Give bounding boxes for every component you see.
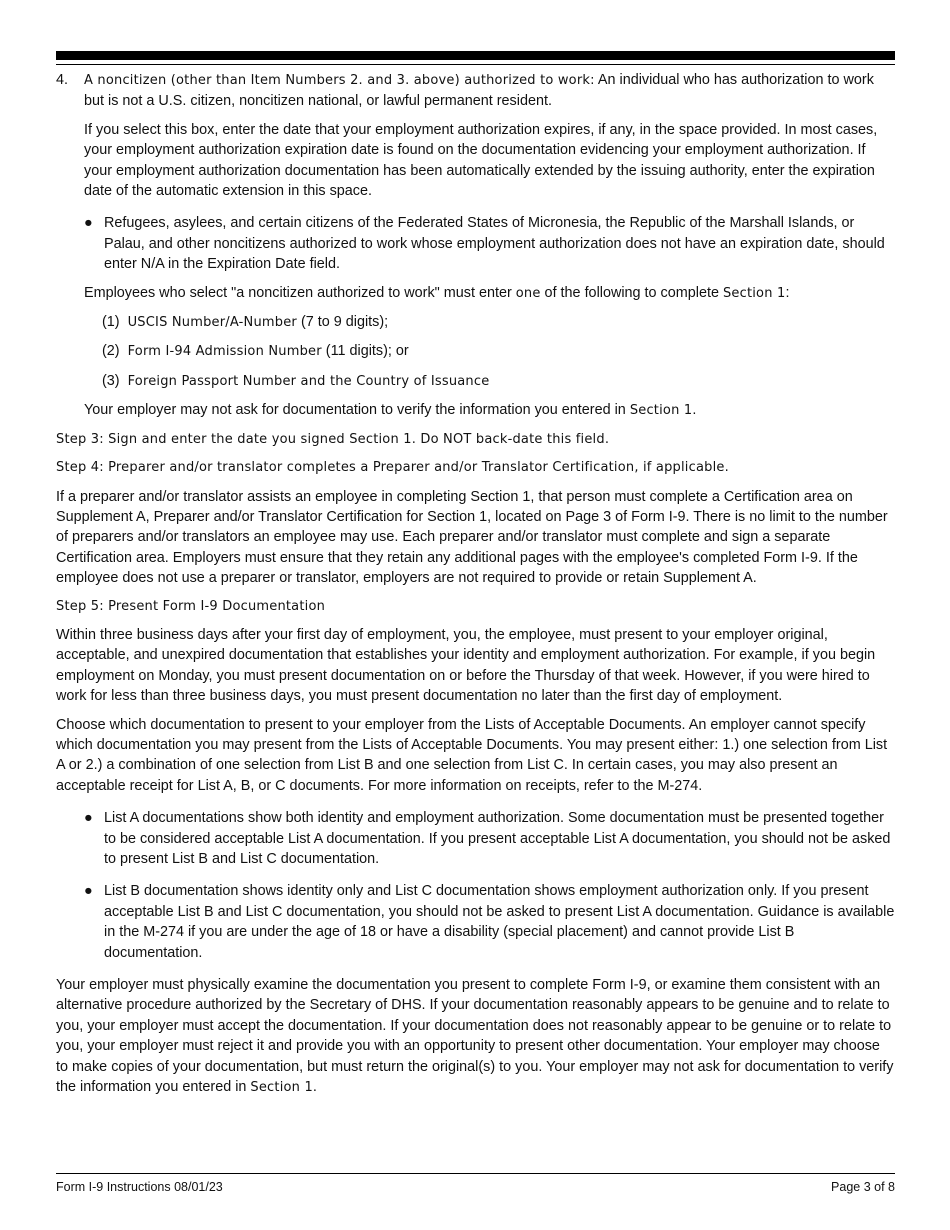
item-4 xyxy=(56,70,895,112)
item-4-label: A noncitizen (other than Item Numbers 2. and 3. above) authorized to work: xyxy=(84,73,595,88)
option-1-number: (1) xyxy=(102,314,120,331)
item-4-number: 4. xyxy=(56,72,69,88)
bullet-refugees xyxy=(56,213,895,274)
option-3 xyxy=(56,371,895,392)
header-thick-rule xyxy=(56,51,895,60)
footer-rule xyxy=(56,1173,895,1174)
employees-select-paragraph xyxy=(56,283,895,304)
bullet-list-b xyxy=(56,881,895,963)
bullet-list-a-text: List A documentations show both identity and employment authorization. Some documentation must be presented together to be considered acceptable List A documentation. If you present acceptable List A documentation, you should not be asked to present List B and List C documentation. xyxy=(104,810,891,867)
bullet-icon: ● xyxy=(84,883,93,900)
bullet-list-b-text: List B documentation shows identity only and List C documentation shows employment authorization only. If you present acceptable List B and List C documentation, you should not be asked to present List A documentation. Guidance is available in the M-274 if you are under the age of 18 or have a disability (special placement) and cannot provide List B documentation. xyxy=(104,883,895,961)
option-3-number: (3) xyxy=(102,372,120,389)
footer-page-number: Page 3 of 8 xyxy=(831,1180,895,1194)
expiration-paragraph: If you select this box, enter the date that your employment authorization expires, if any, in the space provided. In most cases, your employment authorization expiration date is found on the documentation evidencing your employment authorization. If your employment authorization documentation has been automatically extended by the issuing authority, enter the expiration date of the automatic extension in this space. xyxy=(84,121,878,200)
employees-select-post: : xyxy=(785,284,790,301)
item-4-text: An individual who has authorization to work but is not a U.S. citizen, noncitizen national, or lawful permanent resident. xyxy=(84,72,874,110)
choose-documentation-paragraph: Choose which documentation to present to your employer from the Lists of Acceptable Documents. An employer cannot specify which documentation you may present from the Lists of Acceptable Documents. You may present either: 1.) one selection from List A or 2.) a combination of one selection from List B and one selection from List C. In certain cases, you may also present an acceptable receipt for List A, B, or C documents. For more information on receipts, refer to the M-274. xyxy=(56,716,888,794)
bullet-icon: ● xyxy=(84,215,93,232)
within-three-days-paragraph: Within three business days after your first day of employment, you, the employee, must present to your employer original, acceptable, and unexpired documentation that establishes your identity and employment authorization. For example, if you begin employment on Monday, you must present documentation on or before the Thursday of that week. However, if you were hired to work for less than three business days, you must present documentation no later than the first day of employment. xyxy=(56,626,876,705)
option-2 xyxy=(56,341,895,362)
header-thin-rule xyxy=(56,64,895,65)
examine-paragraph-post: . xyxy=(312,1079,317,1096)
option-1-label: USCIS Number/A-Number xyxy=(127,315,297,331)
footer-form-id: Form I-9 Instructions 08/01/23 xyxy=(56,1180,223,1194)
document-page xyxy=(56,0,895,1230)
option-2-number: (2) xyxy=(102,343,120,360)
bullet-refugees-text: Refugees, asylees, and certain citizens of the Federated States of Micronesia, the Republic of the Marshall Islands, or Palau, and other noncitizens authorized to work whose employment authorization does not have an expiration date, should enter N/A in the Expiration Date field. xyxy=(104,215,885,273)
examine-paragraph-section: Section 1 xyxy=(250,1080,313,1096)
employer-no-ask-paragraph xyxy=(56,400,895,421)
employees-select-section: Section 1 xyxy=(722,285,786,301)
option-1 xyxy=(56,312,895,333)
employees-select-mid: of the following to complete xyxy=(540,284,723,301)
preparer-paragraph: If a preparer and/or translator assists an employee in completing Section 1, that person must complete a Certification area on Supplement A, Preparer and/or Translator Certification for Section 1, located on Page 3 of Form I-9. There is no limit to the number of preparers and/or translators an employee may use. Each preparer and/or translator must complete and sign a separate Certification area. Employers must ensure that they retain any additional pages with the employee's completed Form I-9. If the employee does not use a preparer or translator, employers are not required to provide or retain Supplement A. xyxy=(56,488,888,587)
employer-no-ask-section: Section 1 xyxy=(629,403,693,419)
examine-paragraph-text: Your employer must physically examine the documentation you present to complete Form I-9, or examine them consistent with an alternative procedure authorized by the Secretary of DHS. If your documentation reasonably appears to be genuine and to relate to you, your employer must accept the documentation. If your documentation does not reasonably appear to be genuine or to relate to you, your employer must reject it and provide you with an opportunity to present other documentation. Your employer may choose to make copies of your documentation, but must return the original(s) to you. Your employer may not ask for documentation to verify the information you entered in xyxy=(56,977,894,1096)
bullet-icon: ● xyxy=(84,810,93,827)
step-5-heading: Step 5: Present Form I-9 Documentation xyxy=(56,598,326,614)
option-2-rest: (11 digits); or xyxy=(321,343,409,360)
employer-no-ask-post: . xyxy=(692,402,697,419)
employer-no-ask-pre: Your employer may not ask for documentation to verify the information you entered in xyxy=(84,402,630,419)
option-1-rest: (7 to 9 digits); xyxy=(296,314,389,331)
option-2-label: Form I-94 Admission Number xyxy=(127,344,322,360)
examine-paragraph xyxy=(56,975,895,1098)
employees-select-pre: Employees who select "a noncitizen authorized to work" must enter xyxy=(84,284,516,301)
option-3-label: Foreign Passport Number and the Country of Issuance xyxy=(127,373,490,389)
step-4-heading: Step 4: Preparer and/or translator completes a Preparer and/or Translator Certification, if applicable. xyxy=(56,460,729,476)
bullet-list-a xyxy=(56,808,895,869)
step-3-heading: Step 3: Sign and enter the date you signed Section 1. Do NOT back-date this field. xyxy=(56,431,610,447)
employees-select-one: one xyxy=(515,285,541,301)
page-content xyxy=(56,70,895,1098)
